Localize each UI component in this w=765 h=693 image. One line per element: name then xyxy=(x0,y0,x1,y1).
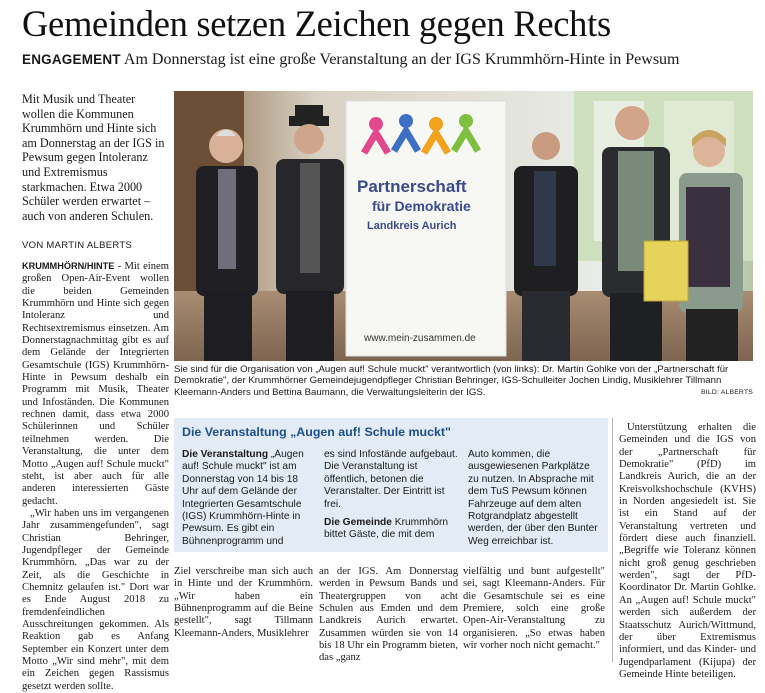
person-3 xyxy=(514,132,578,361)
banner-url: www.mein-zusammen.de xyxy=(364,333,476,344)
article-column-1 xyxy=(22,260,169,692)
article-column-2: Ziel verschreibe man sich auch in Hinte und der Krummhörn. „Wir haben ein Bühnenprogramm auf die Beine gestellt", sagt Tillmann Kleemann-Anders, Musiklehrer xyxy=(174,566,313,639)
subline-text: Am Donnerstag ist eine große Veranstaltung an der IGS Krummhörn-Hinte in Pewsum xyxy=(120,51,680,68)
certificate xyxy=(644,241,688,301)
byline: VON MARTIN ALBERTS xyxy=(22,240,133,251)
article-column-3: an der IGS. Am Donnerstag werden in Pewsum Bands und Theatergruppen von acht Schulen aus Emden und dem Landkreis Aurich erwartet. Zusammen würden sie von 14 bis 18 Uhr ein Programm bieten, das „ganz xyxy=(319,566,458,664)
info-text-1: „Augen auf! Schule muckt" ist am Donnerstag von 14 bis 18 Uhr auf dem Gelände der Integrierten Gesamtschule (IGS) Krummhörn-Hinte in Pewsum. Es gibt ein Bühnenprogramm und xyxy=(182,449,304,547)
banner-line-3: Landkreis Aurich xyxy=(367,220,457,232)
info-bold-2: Die Gemeinde xyxy=(324,517,392,529)
info-text-2b: Krummhörn bittet Gäste, die mit dem xyxy=(324,517,448,541)
info-bold-1: Die Veranstaltung xyxy=(182,449,269,460)
article-column-5: Unterstützung erhalten die Gemeinden und die IGS von der „Partnerschaft für Demokratie" (PfD) im Landkreis Aurich, die an der Kreisvolkshochschule (KVHS) in Norden angesiedelt ist. Sie ist ein Stand auf der Veranstaltung vertreten und fördert diese auch finanziell. „Begriffe wie Toleranz können nicht groß genug geschrieben werden", sagt der PfD-Koordinator Dr. Martin Gohlke. An „Augen auf! Schule muckt" werden sich außerdem der Staatsschutz Aurich/Wittmund, der über Extremismus informiert, und das Kinder- und Jugendparlament (Kijupa) der Gemeinde Hinte beteiligen. xyxy=(619,422,756,680)
headline: Gemeinden setzen Zeichen gegen Rechts xyxy=(22,3,611,44)
info-text-2: es sind Infostände aufgebaut. Die Veranstaltung ist öffentlich, betonen die Veranstalter. Der Eintritt ist frei. xyxy=(324,449,458,510)
col1-paragraph-2: „Wir haben uns im vergangenen Jahr zusammengefunden", sagt Christian Behringer, Jugendpfleger der Gemeinde Krummhörn. „Das war zu der Zeit, als die Geschichte in Chemnitz gelaufen ist." Dort war es Ende August 2018 zu fremdenfeindlichen Ausschreitungen gekommen. Als Reaktion gab es Anfang September ein Konzert unter dem Motto „Wir sind mehr", mit dem ein Zeichen gegen Rassismus gesetzt werden sollte. xyxy=(22,507,169,692)
dateline: KRUMMHÖRN/HINTE xyxy=(22,261,115,271)
column-divider xyxy=(612,418,613,662)
intro-text: Mit Musik und Theater wollen die Kommunen Krummhörn und Hinte sich am Donnerstag an der IGS in Pewsum gegen Intoleranz und Extremismus starkmachen. Etwa 2000 Schüler werden erwartet – auch von anderen Schulen. xyxy=(22,92,165,223)
subline xyxy=(22,50,762,70)
banner-line-1: Partnerschaft xyxy=(357,177,467,196)
article-column-4: vielfältig und bunt aufgestellt" sei, sagt Kleemann-Anders. Für die Gesamtschule sei es eine Premiere, solch eine große Open-Air-Veranstaltung zu organisieren. „So etwas haben wir vorher noch nicht gemacht." xyxy=(463,566,605,652)
kicker: ENGAGEMENT xyxy=(22,52,121,67)
photo-caption: Sie sind für die Organisation von „Augen auf! Schule muckt" verantwortlich (von links): Dr. Martin Gohlke von der „Partnerschaft für Demokratie", der Krummhörner Gemeindejugendpfleger Christian Behringer, IGS-Schulleiter Jochen Lindig, Musiklehrer Tillmann Kleemann-Anders und Bettina Baumann, die Verwaltungsleiterin der IGS. xyxy=(174,364,729,398)
info-box-title: Die Veranstaltung „Augen auf! Schule muckt" xyxy=(182,425,451,439)
info-box-column-2 xyxy=(324,449,458,542)
info-box xyxy=(174,418,608,552)
info-box-column-3: Auto kommen, die ausgewiesenen Parkplätze zu nutzen. In Absprache mit dem TuS Pewsum können Fahrzeuge auf dem alten Rotgrandplatz abgestellt werden, der über den Bunter Weg erreichbar ist. xyxy=(468,449,598,547)
info-box-column-1 xyxy=(182,449,316,548)
photo-credit: BILD: ALBERTS xyxy=(701,389,753,396)
banner-line-2: für Demokratie xyxy=(372,198,471,214)
col1-text: - Mit einem großen Open-Air-Event wollen die beiden Gemeinden Krummhörn und Hinte sich gegen Intoleranz und Rechtsextremismus einsetzen. Am Donnerstagnachmittag gibt es auf dem Gelände der Integrierten Gesamtschule (IGS) Krummhörn-Hinte in Pewsum deshalb ein Programm mit Musik, Theater und Infoständen. Die Kommunen rechnen damit, dass etwa 2000 Schülerinnen und Schüler teilnehmen werden. Die Veranstaltung, die unter dem Motto „Augen auf! Schule muckt" steht, ist aber auch für alle anderen interessierten Gäste gedacht. xyxy=(22,261,169,507)
group-photo xyxy=(174,91,753,361)
